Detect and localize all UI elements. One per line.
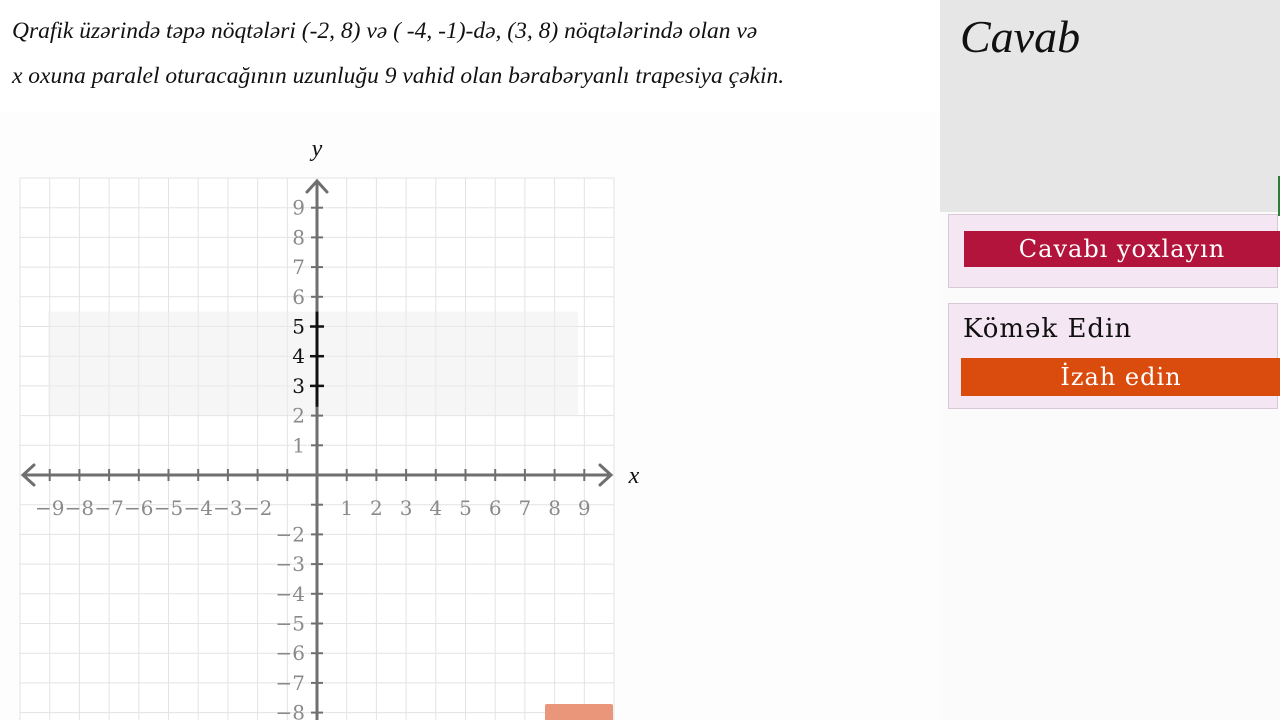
graph-tool-button[interactable] [545, 704, 613, 720]
y-tick-label: 5 [292, 314, 305, 339]
y-tick-label: 9 [292, 195, 305, 220]
x-tick-label: −2 [242, 496, 273, 520]
x-tick-label: 8 [548, 496, 561, 520]
help-title: Kömək Edin [963, 314, 1133, 344]
answer-title: Cavab [960, 11, 1081, 62]
x-tick-label: 4 [429, 496, 443, 520]
explain-button[interactable]: İzah edin [961, 358, 1280, 396]
x-tick-label: −6 [124, 496, 154, 520]
graph-area [0, 112, 940, 720]
x-tick-label: −8 [64, 496, 95, 520]
x-tick-label: 5 [459, 496, 472, 520]
coordinate-plane[interactable] [0, 112, 940, 720]
y-tick-label: 4 [292, 344, 305, 369]
y-tick-label: −4 [275, 581, 305, 606]
check-answer-card [948, 214, 1278, 288]
y-tick-label: −8 [275, 700, 305, 720]
y-tick-label: −5 [275, 611, 305, 636]
check-answer-button[interactable]: Cavabı yoxlayın [964, 231, 1280, 267]
y-tick-label: −6 [275, 641, 305, 666]
y-tick-label: −7 [275, 670, 305, 695]
x-tick-label: −3 [213, 496, 243, 520]
y-tick-label: 7 [292, 255, 305, 280]
y-axis-label: y [311, 136, 323, 162]
x-tick-label: 7 [518, 496, 532, 520]
x-tick-label: 9 [577, 496, 591, 520]
side-panel [940, 0, 1280, 720]
y-tick-label: 1 [292, 433, 305, 458]
x-tick-label: 2 [370, 496, 383, 520]
y-tick-label: 6 [292, 284, 305, 309]
question-text-line-2: x oxuna paralel oturacağının uzunluğu 9 vahid olan bərabəryanlı trapesiya çəkin. [12, 63, 785, 89]
x-tick-label: 3 [399, 496, 413, 520]
x-tick-label: 1 [340, 496, 354, 520]
x-tick-label: 6 [488, 496, 502, 520]
question-panel [0, 0, 940, 112]
help-card [948, 303, 1278, 409]
y-tick-label: 8 [292, 225, 305, 250]
question-text-line-1: Qrafik üzərində təpə nöqtələri (-2, 8) və ( -4, -1)-də, (3, 8) nöqtələrində olan və [12, 18, 758, 44]
answer-box [940, 0, 1280, 212]
y-tick-label: −2 [275, 522, 305, 547]
x-tick-label: −7 [94, 496, 124, 520]
x-tick-label: −5 [153, 496, 184, 520]
y-tick-label: 2 [292, 403, 305, 428]
y-tick-label: −3 [275, 552, 305, 577]
x-axis-label: x [628, 463, 640, 489]
x-tick-label: −4 [183, 496, 213, 520]
y-tick-label: 3 [292, 373, 305, 398]
x-tick-label: −9 [34, 496, 65, 520]
